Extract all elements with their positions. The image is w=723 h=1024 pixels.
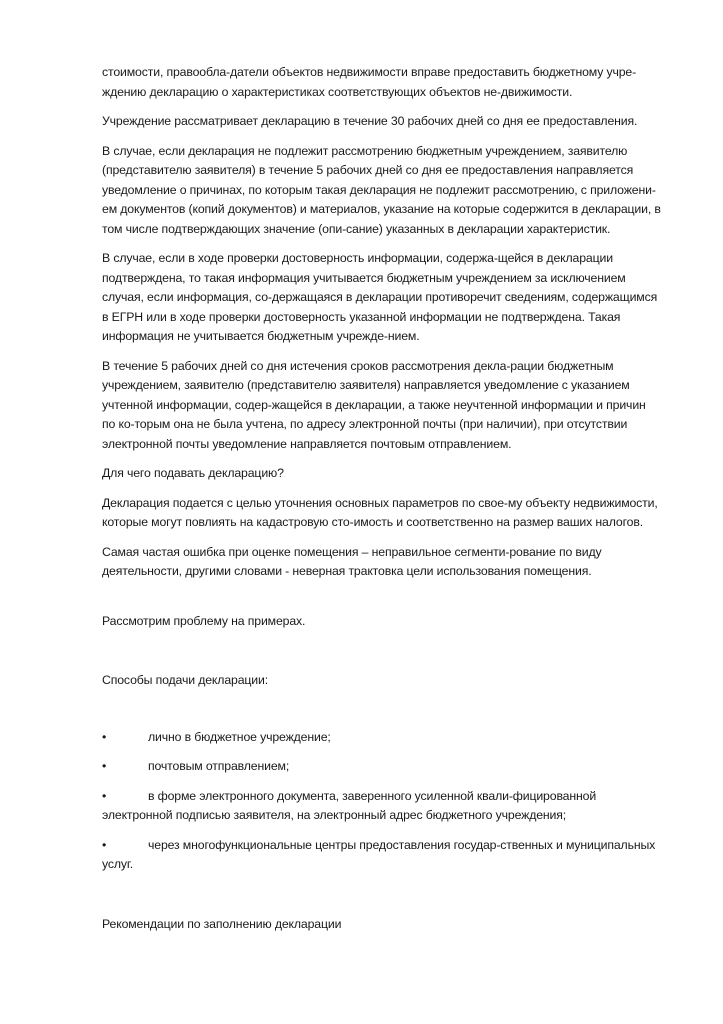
list-item-text: почтовым отправлением; — [148, 759, 290, 773]
paragraph-common-error: Самая частая ошибка при оценке помещения – неправильное сегменти-рование по виду деятельности, другими словами - неверная трактовка цели использования помещения. — [102, 544, 602, 578]
paragraph-verification: В случае, если в ходе проверки достоверность информации, содержа-щейся в декларации подтверждена, то такая информация учитывается бюджетным учреждением за исключением случая, если информация, со-держащаяся в декларации противоречит сведениям, содержащимся в ЕГРН или в ходе проверки достоверность указанной информации не подтверждена. Такая информация не учитывается бюджетным учрежде-нием. — [102, 251, 658, 343]
bullet-icon: • — [102, 759, 107, 773]
bullet-icon: • — [102, 729, 107, 744]
paragraph-not-reviewed: В случае, если декларация не подлежит рассмотрению бюджетным учреждением, заявителю (представителю заявителя) в течение 5 рабочих дней со дня ее предоставления направляется уведомление о причинах, по которым такая декларация не подлежит рассмотрению, с приложени-ем документов (копий документов) и материалов, указание на которые содержится в декларации, в том числе подтверждающих значение (опи-сание) указанных в декларации характеристик. — [102, 143, 661, 236]
paragraph-review-period: Учреждение рассматривает декларацию в течение 30 рабочих дней со дня ее предоставления. — [102, 114, 638, 128]
list-item-text: лично в бюджетное учреждение; — [148, 729, 331, 744]
list-item — [102, 728, 662, 748]
recommendations-heading: Рекомендации по заполнению декларации — [102, 916, 342, 931]
methods-list — [102, 728, 662, 875]
question-heading: Для чего подавать декларацию? — [102, 466, 284, 480]
list-item-text: через многофункциональные центры предоставления государ-ственных и муниципальных услуг. — [102, 837, 656, 871]
list-item — [102, 836, 662, 875]
paragraph-purpose: Декларация подается с целью уточнения основных параметров по свое-му объекту недвижимости, которые могут повлиять на кадастровую сто-имость и соответственно на размер ваших налогов. — [102, 495, 658, 529]
list-item — [102, 787, 662, 826]
bullet-icon: • — [102, 837, 107, 852]
paragraph-rights: стоимости, правообла-датели объектов недвижимости вправе предоставить бюджетному учре-ждению декларацию о характеристиках соответствующих объектов не-движимости. — [102, 65, 637, 99]
list-item-text: в форме электронного документа, заверенного усиленной квали-фицированной электронной подписью заявителя, на электронный адрес бюджетного учреждения; — [102, 788, 597, 822]
paragraph-notification: В течение 5 рабочих дней со дня истечения сроков рассмотрения декла-рации бюджетным учреждением, заявителю (представителю заявителя) направляется уведомление с указанием учтенной информации, содер-жащейся в декларации, а также неучтенной информации и причин по ко-торым она не была учтена, по адресу электронной почты (при наличии), при отсутствии электронной почты уведомление направляется почтовым отправлением. — [102, 358, 646, 451]
document-page — [102, 63, 662, 944]
list-item — [102, 757, 662, 777]
bullet-icon: • — [102, 788, 107, 803]
methods-heading: Способы подачи декларации: — [102, 673, 268, 687]
examples-line: Рассмотрим проблему на примерах. — [102, 613, 306, 628]
